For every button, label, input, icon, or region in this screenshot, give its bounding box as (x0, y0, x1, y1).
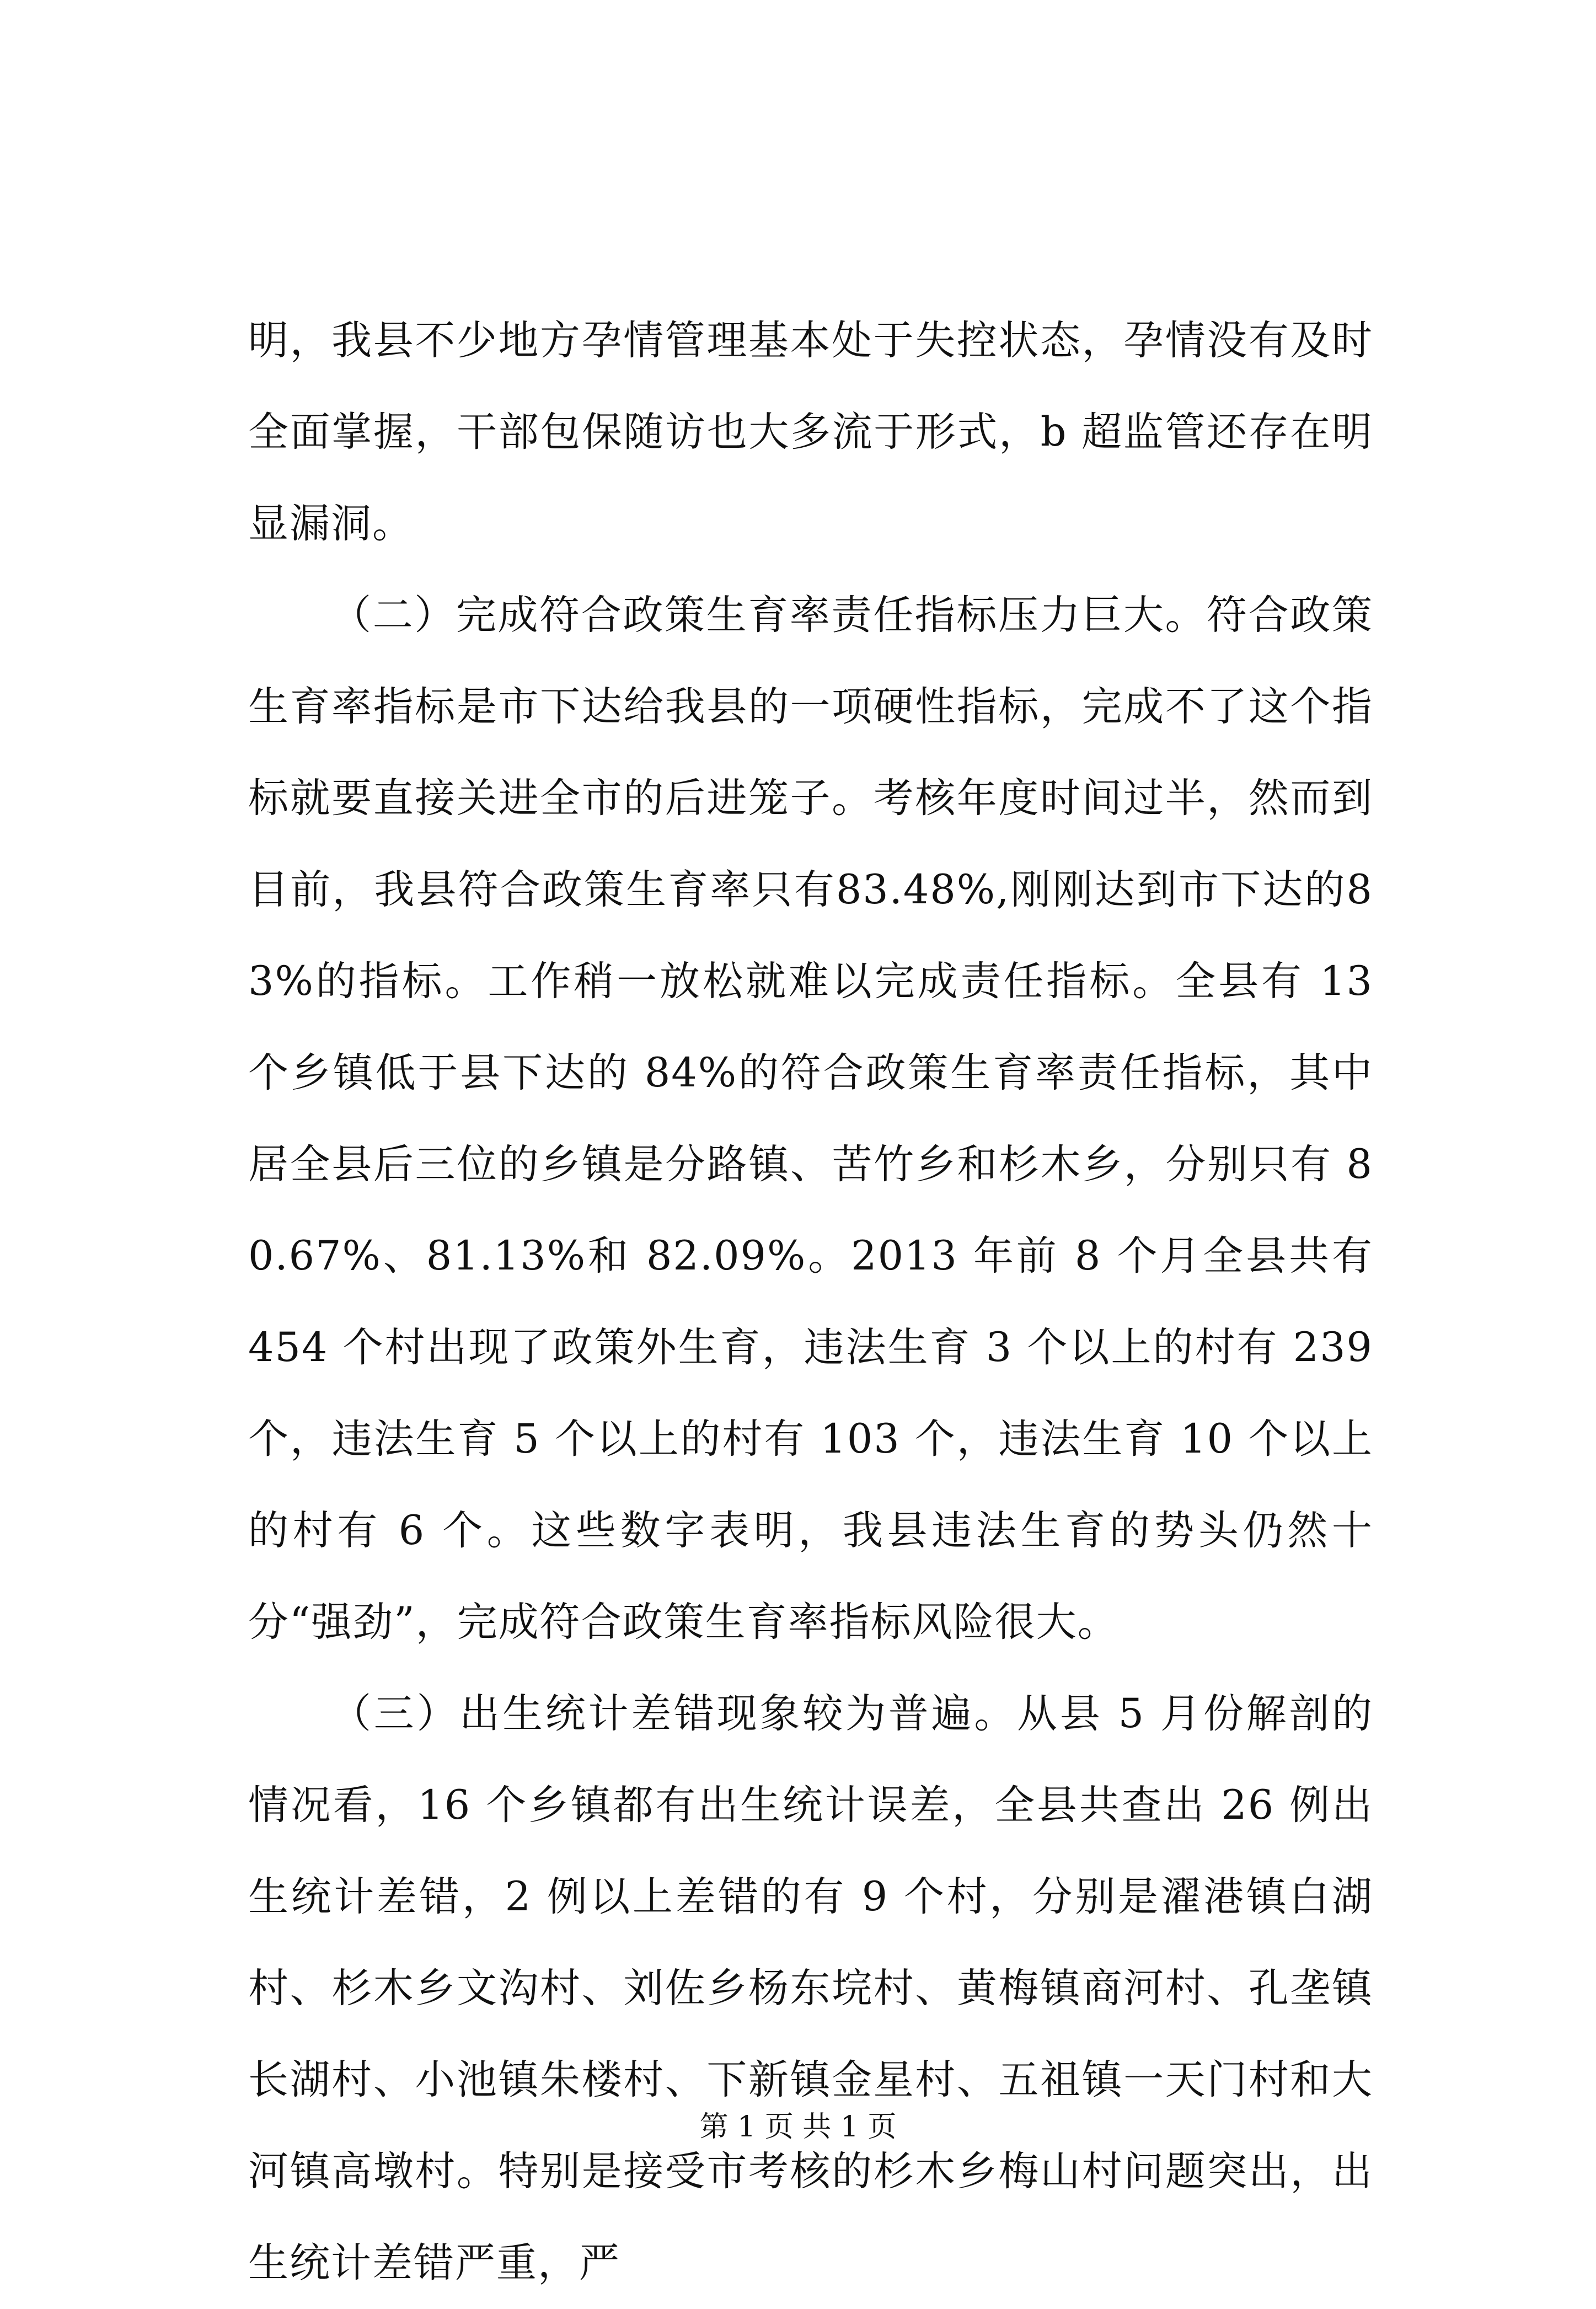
paragraph-section-two: （二）完成符合政策生育率责任指标压力巨大。符合政策生育率指标是市下达给我县的一项硬性指标，完成不了这个指标就要直接关进全市的后进笼子。考核年度时间过半，然而到目前，我县符合政策生育率只有83.48%,刚刚达到市下达的83%的指标。工作稍一放松就难以完成责任指标。全县有 13 个乡镇低于县下达的 84%的符合政策生育率责任指标，其中居全县后三位的乡镇是分路镇、苦竹乡和杉木乡，分别只有 80.67%、81.13%和 82.09%。2013 年前 8 个月全县共有 454 个村出现了政策外生育，违法生育 3 个以上的村有 239 个，违法生育 5 个以上的村有 103 个，违法生育 10 个以上的村有 6 个。这些数字表明，我县违法生育的势头仍然十分“强劲”，完成符合政策生育率指标风险很大。 (248, 592, 1373, 1646)
page-footer: 第 1 页 共 1 页 (699, 2110, 897, 2144)
paragraph-section-three: （三）出生统计差错现象较为普遍。从县 5 月份解剖的情况看，16 个乡镇都有出生统计误差，全县共查出 26 例出生统计差错，2 例以上差错的有 9 个村，分别是濯港镇白湖村、杉木乡文沟村、刘佐乡杨东垸村、黄梅镇商河村、孔垄镇长湖村、小池镇朱楼村、下新镇金星村、五祖镇一天门村和大河镇高墩村。特别是接受市考核的杉木乡梅山村问题突出，出生统计差错严重，严 (248, 1690, 1373, 2286)
document-body (248, 295, 1373, 2309)
paragraph-continuation: 明，我县不少地方孕情管理基本处于失控状态，孕情没有及时全面掌握，干部包保随访也大多流于形式，b 超监管还存在明显漏洞。 (248, 317, 1373, 547)
